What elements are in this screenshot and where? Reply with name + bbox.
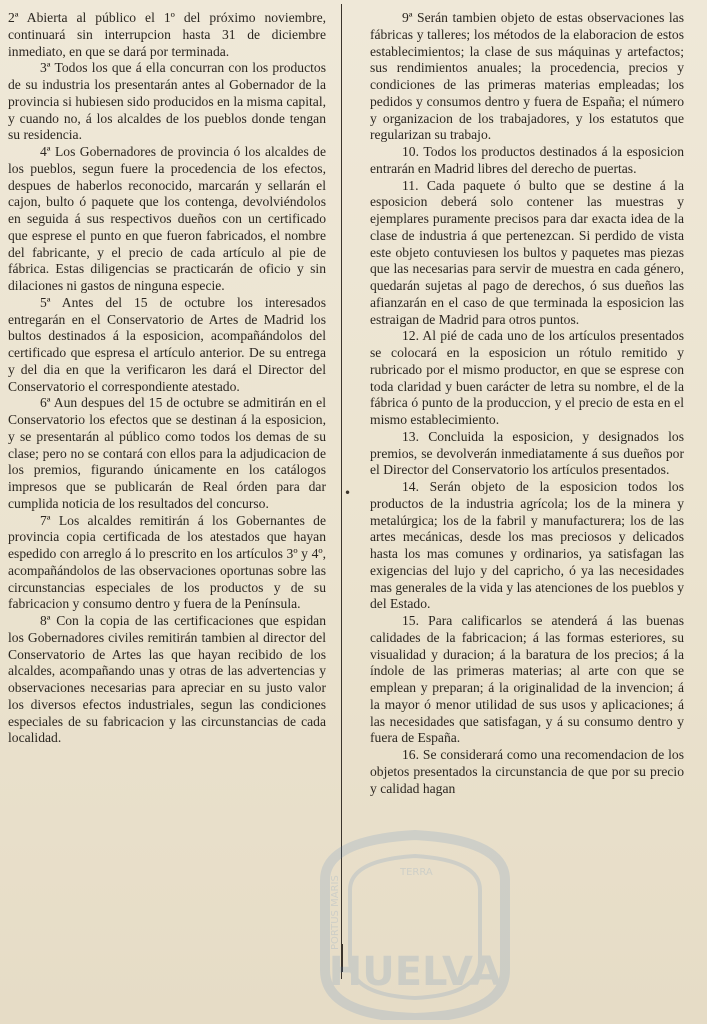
article-5: 5ª Antes del 15 de octubre los interesados entregarán en el Conservatorio de Artes de Madrid los bultos destinados á la esposicion, acompañándolos del certificado que espresa el artículo anterior. De su entrega y del dia en que la verificaron les dará el Director del Conservatorio el correspondiente atestado. xyxy=(8,294,326,394)
article-11: 11. Cada paquete ó bulto que se destine á la esposicion deberá solo contener las muestras y ejemplares puramente precisos para dar exacta idea de la clase de industria á que pertenezcan. Si perdido de vista este objeto contuviesen los bultos y paquetes mas piezas que las necesarias para servir de muestra en cada género, quedarán sujetas al pago de derechos, ó sus dueños las afianzarán en el caso de que terminada la esposicion las estraigan de Madrid para otros puntos. xyxy=(370,177,684,327)
article-4: 4ª Los Gobernadores de provincia ó los alcaldes de los pueblos, segun fuere la procedencia de los efectos, despues de haberlos reconocido, marcarán y sellarán el cajon, bulto ó paquete que los contenga, devolviéndolos en seguida á sus respectivos dueños con un certificado que esprese el punto en que fueron fabricados, el nombre del fabricante, y el precio de cada artículo al pie de fábrica. Estas diligencias se practicarán de oficio y sin dilaciones ni gastos de ninguna especie. xyxy=(8,144,326,293)
article-9: 9ª Serán tambien objeto de estas observaciones las fábricas y talleres; los métodos de la elaboracion de estos establecimientos; la clase de sus máquinas y artefactos; sus rendimientos anuales; la procedencia, precios y condiciones de las primeras materias empleadas; los pedidos y consumos dentro y fuera de España; el número y organizacion de los trabajadores, y los estatutos que regularizan su trabajo. xyxy=(370,10,684,143)
article-2: 2ª Abierta al público el 1º del próximo noviembre, continuará sin interrupcion hasta 31 de diciembre inmediato, en que se dará por terminada. xyxy=(8,10,326,59)
article-3: 3ª Todos los que á ella concurran con los productos de su industria los presentarán antes al Gobernador de la provincia si hubiesen sido producidos en la misma capital, y cuando no, á los alcaldes de los pueblos donde tengan su residencia. xyxy=(8,60,326,143)
left-column xyxy=(8,10,326,747)
article-14: 14. Serán objeto de la esposicion todos los productos de la industria agrícola; los de la minera y metalúrgica; los de la fabril y manufacturera; los de las artes mecánicas, desde los mas preciosos y delicados hasta los mas comunes y ordinarios, ya satisfagan las exigencias del lujo y del capricho, ó ya las necesidades mas generales de la vida y las atenciones de los pueblos y del Estado. xyxy=(370,479,684,612)
article-12: 12. Al pié de cada uno de los artículos presentados se colocará en la esposicion un rótulo remitido y rubricado por el mismo productor, en que se esprese con toda claridad y buen carácter de letra su nombre, el de la fábrica ó punto de la produccion, y el precio de esta en el mismo establecimiento. xyxy=(370,328,684,427)
article-15: 15. Para calificarlos se atenderá á las buenas calidades de la fabricacion; á las formas esteriores, su visualidad y duracion; á la baratura de los precios; á la índole de las primeras materias; al arte con que se emplean y preparan; á la originalidad de la invencion; á la mayor ó menor utilidad de sus usos y aplicaciones; á las necesidades que satisfagan, y á su consumo dentro y fuera de España. xyxy=(370,613,684,746)
watermark-top-text: TERRA xyxy=(400,867,433,878)
library-watermark-seal xyxy=(290,820,540,1020)
article-13: 13. Concluida la esposicion, y designados los premios, se devolverán inmediatamente á sus dueños por el Director del Conservatorio los artículos presentados. xyxy=(370,428,684,478)
right-column xyxy=(370,10,684,797)
article-6: 6ª Aun despues del 15 de octubre se admitirán en el Conservatorio los efectos que se destinan á la esposicion, y se presentarán al público como todos los demas de su clase; pero no se contará con ellos para la adjudicacion de los premios, figurando únicamente en los catálogos impresos que se publicarán de Real órden para dar cumplida noticia de los resultados del concurso. xyxy=(8,395,326,511)
article-16: 16. Se considerará como una recomendacion de los objetos presentados la circunstancia de que por su precio y calidad hagan xyxy=(370,747,684,796)
watermark-side-left: PORTUS MARIS xyxy=(330,875,341,950)
watermark-text: HUELVA xyxy=(328,949,502,995)
article-8: 8ª Con la copia de las certificaciones que espidan los Gobernadores civiles remitirán tambien al director del Conservatorio de Artes las que hayan recibido de los alcaldes, acompañando unas y otras de las advertencias y observaciones necesarias para apreciar en su justo valor los diversos efectos industriales, segun las condiciones especiales de su fabricacion y las circunstancias de cada localidad. xyxy=(8,613,326,746)
article-7: 7ª Los alcaldes remitirán á los Gobernantes de provincia copia certificada de los atestados que hayan espedido con arreglo á lo prescrito en los artículos 3º y 4º, acompañándolos de las observaciones oportunas sobre las circunstancias especiales de los productos y de su fabricacion y consumo dentro y fuera de la Península. xyxy=(8,512,326,612)
article-10: 10. Todos los productos destinados á la esposicion entrarán en Madrid libres del derecho de puertas. xyxy=(370,144,684,176)
margin-dot: • xyxy=(344,486,352,500)
